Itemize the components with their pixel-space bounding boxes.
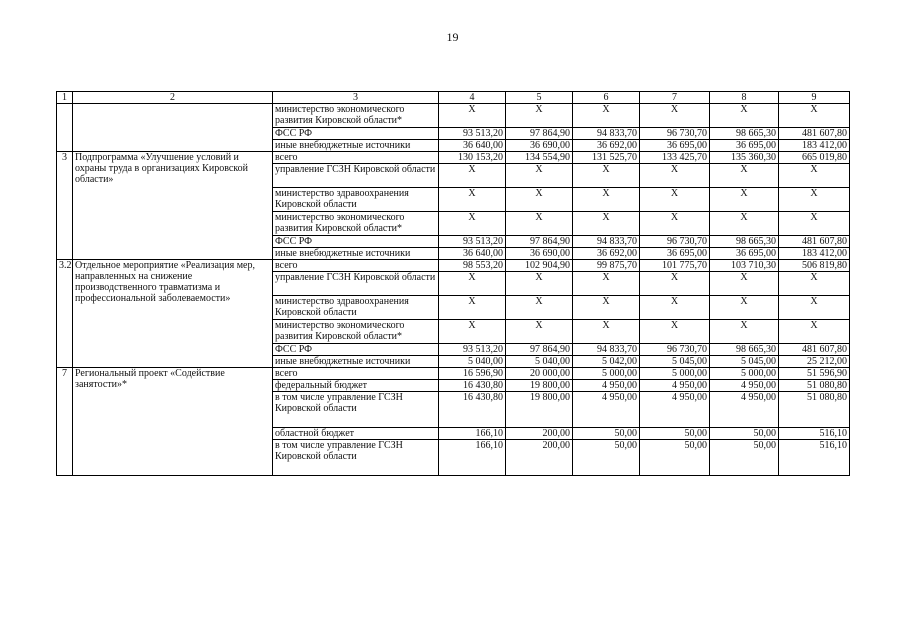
value-cell: X xyxy=(439,320,506,344)
funding-source: всего xyxy=(273,152,439,164)
value-cell: X xyxy=(779,272,850,296)
value-cell: 51 080,80 xyxy=(779,392,850,428)
column-header: 1 xyxy=(57,92,73,104)
value-cell: 506 819,80 xyxy=(779,260,850,272)
column-header: 7 xyxy=(640,92,710,104)
column-header: 6 xyxy=(573,92,640,104)
value-cell: 97 864,90 xyxy=(506,236,573,248)
value-cell: 130 153,20 xyxy=(439,152,506,164)
value-cell: 96 730,70 xyxy=(640,128,710,140)
column-header: 5 xyxy=(506,92,573,104)
value-cell: 50,00 xyxy=(640,440,710,476)
value-cell: X xyxy=(506,296,573,320)
value-cell: 135 360,30 xyxy=(710,152,779,164)
value-cell: 16 430,80 xyxy=(439,392,506,428)
value-cell: 5 045,00 xyxy=(710,356,779,368)
item-name xyxy=(73,104,273,152)
value-cell: 51 596,90 xyxy=(779,368,850,380)
value-cell: 96 730,70 xyxy=(640,344,710,356)
value-cell: 134 554,90 xyxy=(506,152,573,164)
column-header: 2 xyxy=(73,92,273,104)
value-cell: X xyxy=(640,164,710,188)
value-cell: X xyxy=(573,104,640,128)
value-cell: 4 950,00 xyxy=(710,380,779,392)
value-cell: 16 596,90 xyxy=(439,368,506,380)
value-cell: X xyxy=(439,104,506,128)
value-cell: X xyxy=(640,296,710,320)
value-cell: 166,10 xyxy=(439,428,506,440)
value-cell: 16 430,80 xyxy=(439,380,506,392)
value-cell: X xyxy=(640,104,710,128)
value-cell: X xyxy=(710,104,779,128)
value-cell: 94 833,70 xyxy=(573,344,640,356)
funding-source: федеральный бюджет xyxy=(273,380,439,392)
value-cell: X xyxy=(506,164,573,188)
table-row xyxy=(57,104,850,128)
value-cell: 200,00 xyxy=(506,428,573,440)
value-cell: 36 640,00 xyxy=(439,248,506,260)
value-cell: 131 525,70 xyxy=(573,152,640,164)
value-cell: X xyxy=(506,104,573,128)
value-cell: 99 875,70 xyxy=(573,260,640,272)
value-cell: 101 775,70 xyxy=(640,260,710,272)
value-cell: 481 607,80 xyxy=(779,344,850,356)
column-header: 9 xyxy=(779,92,850,104)
value-cell: 5 000,00 xyxy=(640,368,710,380)
value-cell: X xyxy=(573,272,640,296)
value-cell: X xyxy=(640,320,710,344)
funding-source: всего xyxy=(273,368,439,380)
item-name: Отдельное мероприятие «Реализация мер, направленных на снижение производственного травматизма и профессиональной заболеваемости» xyxy=(73,260,273,368)
value-cell: 36 695,00 xyxy=(640,248,710,260)
value-cell: 200,00 xyxy=(506,440,573,476)
value-cell: 5 042,00 xyxy=(573,356,640,368)
item-name: Подпрограмма «Улучшение условий и охраны труда в организациях Кировской области» xyxy=(73,152,273,260)
value-cell: 516,10 xyxy=(779,440,850,476)
value-cell: X xyxy=(573,164,640,188)
column-header: 3 xyxy=(273,92,439,104)
funding-source: всего xyxy=(273,260,439,272)
table-body xyxy=(57,104,850,476)
value-cell: 36 695,00 xyxy=(710,140,779,152)
value-cell: 50,00 xyxy=(710,440,779,476)
value-cell: X xyxy=(506,212,573,236)
funding-source: министерство здравоохранения Кировской области xyxy=(273,188,439,212)
value-cell: 4 950,00 xyxy=(640,392,710,428)
value-cell: 4 950,00 xyxy=(640,380,710,392)
value-cell: 94 833,70 xyxy=(573,128,640,140)
funding-source: в том числе управление ГСЗН Кировской области xyxy=(273,440,439,476)
value-cell: 36 690,00 xyxy=(506,248,573,260)
value-cell: 5 000,00 xyxy=(573,368,640,380)
value-cell: 36 640,00 xyxy=(439,140,506,152)
value-cell: 481 607,80 xyxy=(779,128,850,140)
value-cell: 103 710,30 xyxy=(710,260,779,272)
value-cell: 5 045,00 xyxy=(640,356,710,368)
value-cell: 93 513,20 xyxy=(439,344,506,356)
table-row xyxy=(57,368,850,380)
funding-source: областной бюджет xyxy=(273,428,439,440)
value-cell: X xyxy=(779,104,850,128)
value-cell: 98 665,30 xyxy=(710,344,779,356)
value-cell: 19 800,00 xyxy=(506,380,573,392)
funding-source: ФСС РФ xyxy=(273,236,439,248)
value-cell: 36 695,00 xyxy=(640,140,710,152)
value-cell: X xyxy=(573,188,640,212)
value-cell: X xyxy=(710,296,779,320)
value-cell: X xyxy=(506,272,573,296)
header-row xyxy=(57,92,850,104)
funding-source: иные внебюджетные источники xyxy=(273,248,439,260)
value-cell: X xyxy=(779,188,850,212)
value-cell: 96 730,70 xyxy=(640,236,710,248)
column-header: 8 xyxy=(710,92,779,104)
value-cell: 93 513,20 xyxy=(439,128,506,140)
value-cell: X xyxy=(506,188,573,212)
funding-source: иные внебюджетные источники xyxy=(273,140,439,152)
funding-source: иные внебюджетные источники xyxy=(273,356,439,368)
value-cell: 36 692,00 xyxy=(573,248,640,260)
value-cell: X xyxy=(573,212,640,236)
value-cell: 50,00 xyxy=(573,428,640,440)
value-cell: 94 833,70 xyxy=(573,236,640,248)
value-cell: 97 864,90 xyxy=(506,128,573,140)
value-cell: 98 665,30 xyxy=(710,128,779,140)
value-cell: 481 607,80 xyxy=(779,236,850,248)
value-cell: X xyxy=(779,296,850,320)
funding-source: министерство экономического развития Кировской области* xyxy=(273,104,439,128)
value-cell: X xyxy=(710,212,779,236)
value-cell: X xyxy=(439,296,506,320)
funding-source: министерство здравоохранения Кировской области xyxy=(273,296,439,320)
item-name: Региональный проект «Содействие занятости»* xyxy=(73,368,273,476)
table-row xyxy=(57,152,850,164)
value-cell: 166,10 xyxy=(439,440,506,476)
funding-source: министерство экономического развития Кировской области* xyxy=(273,320,439,344)
value-cell: 36 690,00 xyxy=(506,140,573,152)
funding-source: ФСС РФ xyxy=(273,128,439,140)
item-number: 7 xyxy=(57,368,73,476)
value-cell: 183 412,00 xyxy=(779,248,850,260)
value-cell: 25 212,00 xyxy=(779,356,850,368)
value-cell: X xyxy=(573,320,640,344)
value-cell: 97 864,90 xyxy=(506,344,573,356)
value-cell: X xyxy=(710,164,779,188)
value-cell: 183 412,00 xyxy=(779,140,850,152)
value-cell: 36 692,00 xyxy=(573,140,640,152)
value-cell: X xyxy=(439,164,506,188)
funding-table xyxy=(56,91,850,476)
value-cell: 133 425,70 xyxy=(640,152,710,164)
value-cell: X xyxy=(506,320,573,344)
value-cell: 50,00 xyxy=(640,428,710,440)
value-cell: 516,10 xyxy=(779,428,850,440)
value-cell: 98 553,20 xyxy=(439,260,506,272)
value-cell: X xyxy=(640,188,710,212)
value-cell: 50,00 xyxy=(573,440,640,476)
value-cell: X xyxy=(573,296,640,320)
value-cell: X xyxy=(710,272,779,296)
funding-source: ФСС РФ xyxy=(273,344,439,356)
value-cell: 102 904,90 xyxy=(506,260,573,272)
funding-source: министерство экономического развития Кировской области* xyxy=(273,212,439,236)
value-cell: 20 000,00 xyxy=(506,368,573,380)
value-cell: X xyxy=(779,320,850,344)
value-cell: X xyxy=(640,212,710,236)
value-cell: 665 019,80 xyxy=(779,152,850,164)
value-cell: 50,00 xyxy=(710,428,779,440)
item-number xyxy=(57,104,73,152)
funding-source: управление ГСЗН Кировской области xyxy=(273,272,439,296)
value-cell: 4 950,00 xyxy=(710,392,779,428)
page-number: 19 xyxy=(446,30,459,44)
item-number: 3.2 xyxy=(57,260,73,368)
value-cell: X xyxy=(439,212,506,236)
value-cell: X xyxy=(710,320,779,344)
column-header: 4 xyxy=(439,92,506,104)
value-cell: 19 800,00 xyxy=(506,392,573,428)
value-cell: X xyxy=(779,164,850,188)
value-cell: 5 040,00 xyxy=(506,356,573,368)
value-cell: 36 695,00 xyxy=(710,248,779,260)
value-cell: X xyxy=(439,272,506,296)
value-cell: 51 080,80 xyxy=(779,380,850,392)
value-cell: X xyxy=(439,188,506,212)
table-row xyxy=(57,260,850,272)
value-cell: 4 950,00 xyxy=(573,380,640,392)
value-cell: X xyxy=(710,188,779,212)
value-cell: X xyxy=(640,272,710,296)
value-cell: 4 950,00 xyxy=(573,392,640,428)
funding-source: управление ГСЗН Кировской области xyxy=(273,164,439,188)
value-cell: X xyxy=(779,212,850,236)
value-cell: 93 513,20 xyxy=(439,236,506,248)
value-cell: 5 040,00 xyxy=(439,356,506,368)
funding-source: в том числе управление ГСЗН Кировской области xyxy=(273,392,439,428)
value-cell: 5 000,00 xyxy=(710,368,779,380)
item-number: 3 xyxy=(57,152,73,260)
value-cell: 98 665,30 xyxy=(710,236,779,248)
